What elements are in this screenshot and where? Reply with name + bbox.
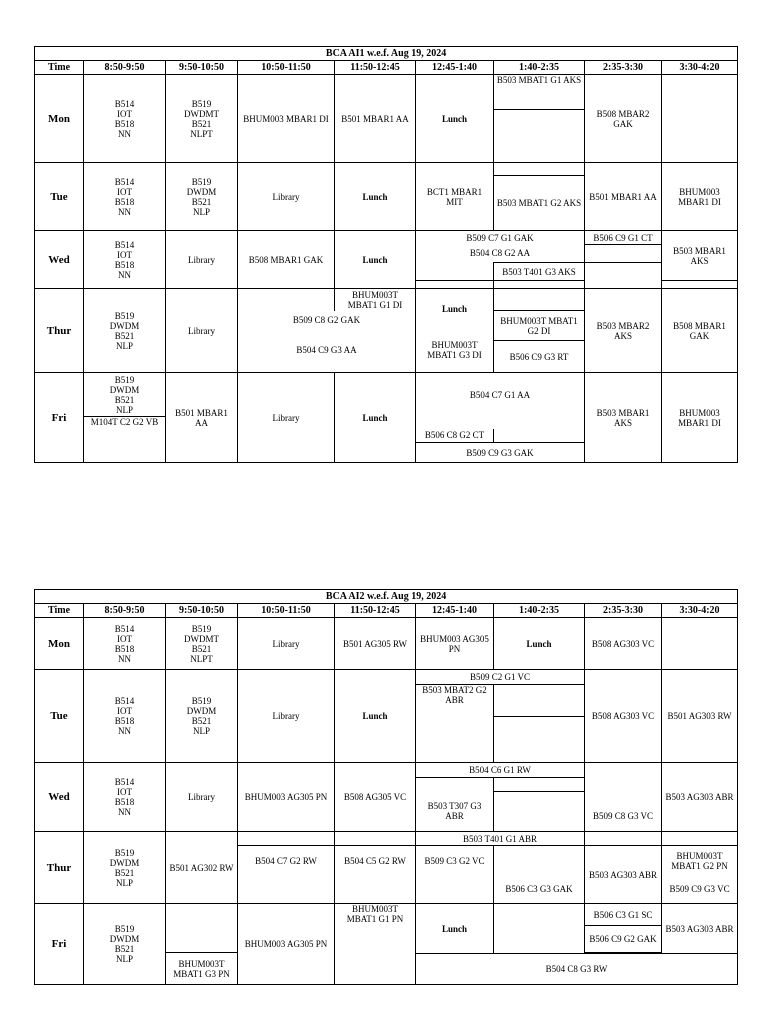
class-cell: B509 C9 G3 VC [662, 876, 738, 904]
day-label: Wed [35, 763, 84, 832]
lunch-cell: Lunch [335, 231, 416, 289]
class-cell: B503 T401 G1 ABR [416, 832, 585, 846]
class-cell: BHUM003T MBAT1 G1 PN [335, 904, 416, 985]
empty-cell [238, 832, 335, 846]
timetable-ai2 [34, 589, 738, 985]
class-cell: BHUM003 MBAR1 DI [662, 373, 738, 463]
class-cell: B504 C7 G2 RW [238, 846, 335, 904]
day-label: Thur [35, 289, 84, 373]
class-cell: BHUM003T MBAT1 G1 DI [335, 289, 416, 311]
day-label: Wed [35, 231, 84, 289]
class-cell: Library [166, 763, 238, 832]
class-cell: B503 MBAR2 AKS [585, 289, 662, 373]
class-cell: B501 AG302 RW [166, 832, 238, 904]
empty-cell [494, 289, 585, 311]
class-cell: B503 MBAT1 G1 AKS [494, 75, 585, 110]
class-cell: B519 DWDM B521 NLP [84, 373, 166, 417]
empty-cell [494, 778, 585, 792]
class-cell: B503 MBAR1 AKS [585, 373, 662, 463]
empty-cell [585, 263, 662, 289]
class-cell: B503 AG303 ABR [662, 904, 738, 954]
class-cell: B506 C3 G3 GAK [494, 876, 585, 904]
class-cell: B509 C2 G1 VC [416, 670, 585, 685]
class-cell: Library [238, 373, 335, 463]
header-slot-2: 9:50-10:50 [166, 61, 238, 75]
header-slot-6: 1:40-2:35 [494, 61, 585, 75]
empty-cell [416, 417, 494, 429]
class-cell: B506 C9 G3 RT [494, 341, 585, 373]
class-cell: B519 DWDMT B521 NLPT [166, 618, 238, 670]
empty-cell [494, 281, 585, 289]
header-slot-5: 12:45-1:40 [416, 61, 494, 75]
class-cell: B504 C7 G1 AA [416, 373, 585, 417]
class-cell: Library [166, 231, 238, 289]
lunch-cell: Lunch [335, 163, 416, 231]
class-cell: B519 DWDMT B521 NLPT [166, 75, 238, 163]
class-cell: B506 C3 G1 SC [585, 904, 662, 926]
class-cell: B503 AG303 ABR [662, 763, 738, 832]
empty-cell [662, 281, 738, 289]
day-label: Thur [35, 832, 84, 904]
class-cell: BHUM003 AG305 PN [238, 904, 335, 985]
class-cell: B501 MBAR1 AA [335, 75, 416, 163]
class-cell: Library [238, 618, 335, 670]
class-cell: B514 IOT B518 NN [84, 231, 166, 289]
header-slot-2: 9:50-10:50 [166, 604, 238, 618]
lunch-cell: Lunch [416, 75, 494, 163]
class-cell: B501 AG303 RW [662, 670, 738, 763]
class-cell: B508 AG305 VC [335, 763, 416, 832]
class-cell: B506 C9 G2 GAK [585, 926, 662, 953]
class-cell: B514 IOT B518 NN [84, 163, 166, 231]
class-cell: BHUM003T MBAT1 G2 DI [494, 311, 585, 341]
class-cell: B509 C3 G2 VC [416, 846, 494, 904]
empty-cell [494, 717, 585, 763]
empty-cell [416, 263, 494, 281]
class-cell [662, 75, 738, 163]
header-slot-6: 1:40-2:35 [494, 604, 585, 618]
class-cell: B506 C9 G1 CT [585, 231, 662, 245]
class-cell: B514 IOT B518 NN [84, 75, 166, 163]
class-cell: B504 C8 G3 RW [416, 954, 738, 985]
timetable-title: BCA AI1 w.e.f. Aug 19, 2024 [35, 47, 738, 61]
class-cell: B501 MBAR1 AA [585, 163, 662, 231]
header-slot-7: 2:35-3:30 [585, 604, 662, 618]
class-cell: B508 MBAR1 GAK [238, 231, 335, 289]
class-cell: B508 AG303 VC [585, 618, 662, 670]
lunch-cell: Lunch [494, 618, 585, 670]
class-cell: B514 IOT B518 NN [84, 763, 166, 832]
class-cell: B503 MBAT1 G2 AKS [494, 176, 585, 231]
lunch-cell: Lunch [335, 670, 416, 763]
empty-cell [494, 417, 585, 429]
header-slot-4: 11:50-12:45 [335, 604, 416, 618]
class-cell: BCT1 MBAR1 MIT [416, 163, 494, 231]
class-cell: B503 T401 G3 AKS [494, 263, 585, 281]
class-cell: B514 IOT B518 NN [84, 670, 166, 763]
class-cell: BHUM003 MBAR1 DI [238, 75, 335, 163]
empty-cell [585, 832, 662, 846]
header-slot-8: 3:30-4:20 [662, 61, 738, 75]
class-cell [662, 618, 738, 670]
empty-cell [166, 904, 238, 953]
class-cell: B509 C9 G3 GAK [416, 443, 585, 463]
class-cell: B509 C7 G1 GAK [416, 231, 585, 245]
class-cell: BHUM003T MBAT1 G2 PN [662, 846, 738, 876]
header-slot-7: 2:35-3:30 [585, 61, 662, 75]
empty-cell [494, 685, 585, 717]
class-cell: Library [238, 670, 335, 763]
header-slot-3: 10:50-11:50 [238, 61, 335, 75]
empty-cell [335, 832, 416, 846]
day-label: Mon [35, 618, 84, 670]
class-cell: BHUM003T MBAT1 G3 DI [416, 329, 494, 373]
class-cell: B504 C6 G1 RW [416, 763, 585, 778]
class-cell: B503 MBAR1 AKS [662, 231, 738, 281]
class-cell: B501 MBAR1 AA [166, 373, 238, 463]
day-label: Fri [35, 904, 84, 985]
header-slot-8: 3:30-4:20 [662, 604, 738, 618]
empty-cell [494, 846, 585, 876]
class-cell: B519 DWDM B521 NLP [166, 670, 238, 763]
class-cell: B501 AG305 RW [335, 618, 416, 670]
empty-cell [494, 163, 585, 176]
class-cell: B503 T307 G3 ABR [416, 792, 494, 832]
class-cell: B519 DWDM B521 NLP [166, 163, 238, 231]
class-cell: B519 DWDM B521 NLP [84, 904, 166, 985]
lunch-cell: Lunch [416, 289, 494, 329]
empty-cell [416, 778, 494, 792]
class-cell: BHUM003T MBAT1 G3 PN [166, 953, 238, 985]
header-slot-1: 8:50-9:50 [84, 604, 166, 618]
class-cell: BHUM003 AG305 PN [238, 763, 335, 832]
empty-cell [494, 904, 585, 954]
empty-cell [494, 110, 585, 163]
class-cell: B509 C8 G3 VC [585, 763, 662, 832]
header-slot-5: 12:45-1:40 [416, 604, 494, 618]
class-cell: B506 C8 G2 CT [416, 429, 494, 443]
header-time: Time [35, 61, 84, 75]
day-label: Tue [35, 163, 84, 231]
empty-cell [494, 792, 585, 832]
empty-cell [416, 281, 494, 289]
day-label: Fri [35, 373, 84, 463]
class-cell: B514 IOT B518 NN [84, 618, 166, 670]
header-slot-4: 11:50-12:45 [335, 61, 416, 75]
class-cell: B504 C5 G2 RW [335, 846, 416, 904]
class-cell: B508 AG303 VC [585, 670, 662, 763]
class-cell: B508 MBAR1 GAK [662, 289, 738, 373]
header-time: Time [35, 604, 84, 618]
lunch-cell: Lunch [335, 373, 416, 463]
class-cell: Library [166, 289, 238, 373]
class-cell: BHUM003 AG305 PN [416, 618, 494, 670]
empty-cell [238, 289, 335, 311]
header-slot-1: 8:50-9:50 [84, 61, 166, 75]
class-cell: B503 MBAT2 G2 ABR [416, 685, 494, 763]
class-cell: B504 C8 G2 AA [416, 245, 585, 263]
class-cell: BHUM003 MBAR1 DI [662, 163, 738, 231]
class-cell: B519 DWDM B521 NLP [84, 832, 166, 904]
header-slot-3: 10:50-11:50 [238, 604, 335, 618]
day-label: Mon [35, 75, 84, 163]
empty-cell [662, 832, 738, 846]
empty-cell [585, 245, 662, 263]
class-cell: B508 MBAR2 GAK [585, 75, 662, 163]
class-cell: B519 DWDM B521 NLP [84, 289, 166, 373]
timetable-title: BCA AI2 w.e.f. Aug 19, 2024 [35, 590, 738, 604]
class-cell: M104T C2 G2 VB [84, 417, 166, 463]
class-cell: B509 C8 G2 GAK [238, 311, 416, 329]
empty-cell [494, 429, 585, 443]
lunch-cell: Lunch [416, 904, 494, 954]
class-cell: B504 C9 G3 AA [238, 329, 416, 373]
timetable-ai1 [34, 46, 738, 463]
class-cell: Library [238, 163, 335, 231]
class-cell: B503 AG303 ABR [585, 846, 662, 904]
day-label: Tue [35, 670, 84, 763]
